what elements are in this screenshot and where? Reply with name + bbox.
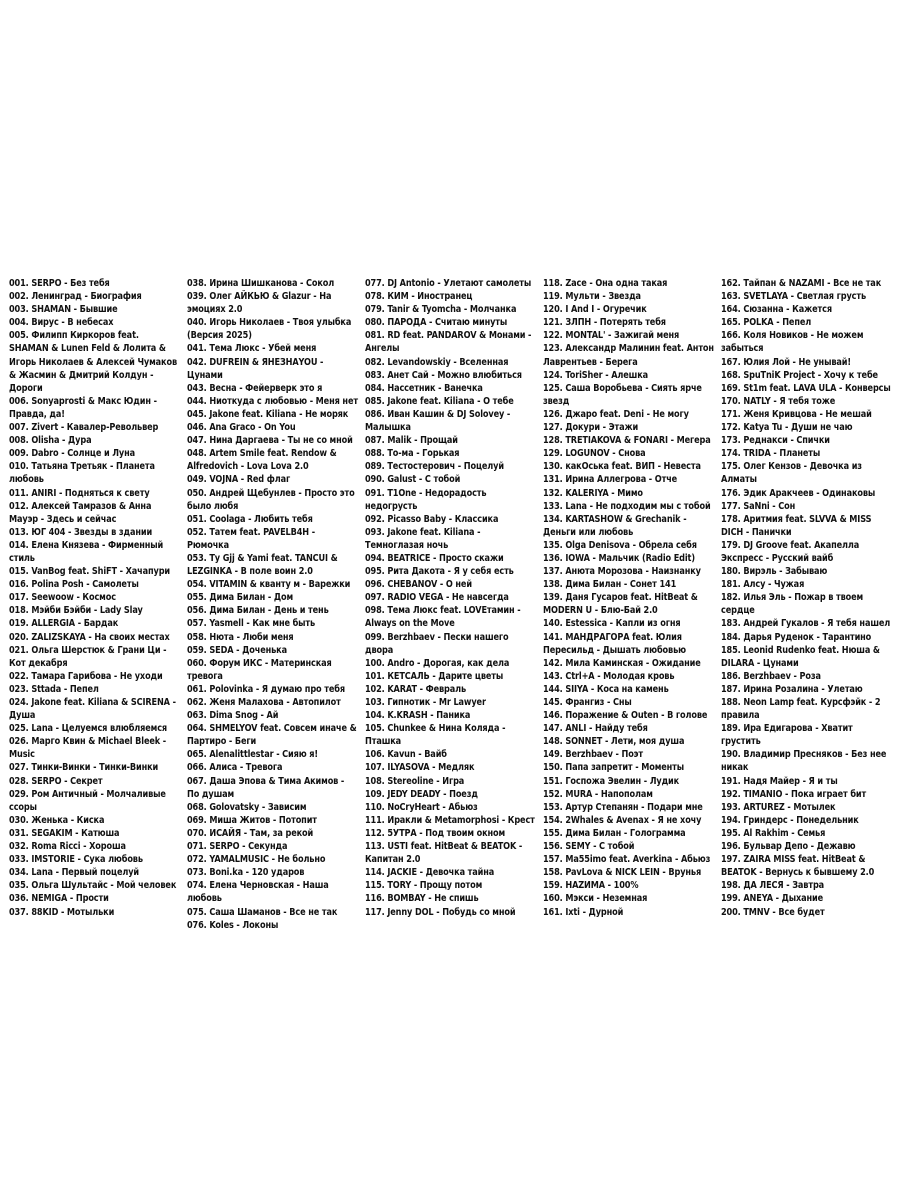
track-entry: 119. Мульти - Звезда xyxy=(543,291,641,303)
track-entry: 064. SHMELYOV feat. Совсем иначе & Партиро - Беги xyxy=(187,723,357,748)
track-entry: 126. Джаро feat. Deni - Не могу xyxy=(543,408,689,420)
track-entry: 189. Ира Едигарова - Хватит грустить xyxy=(721,723,853,748)
track-entry: 038. Ирина Шишканова - Сокол xyxy=(187,278,335,289)
track-entry: 019. ALLERGIA - Бардак xyxy=(9,618,119,630)
track-entry: 101. КЕТСАЛЬ - Дарите цветы xyxy=(365,670,504,682)
track-entry: 172. Katya Tu - Души не чаю xyxy=(721,422,853,434)
track-entry: 004. Вирус - В небесах xyxy=(9,317,114,329)
track-entry: 194. Гриндерс - Понедельник xyxy=(721,814,859,826)
track-entry: 200. TMNV - Все будет xyxy=(721,906,825,918)
track-entry: 112. 5УТРА - Под твоим окном xyxy=(365,827,506,839)
track-entry: 131. Ирина Аллегрова - Отче xyxy=(543,474,678,486)
track-entry: 182. Илья Эль - Пожар в твоем сердце xyxy=(721,592,864,617)
track-entry: 127. Докури - Этажи xyxy=(543,422,639,434)
track-entry: 169. St1m feat. LAVA ULA - Конверсы xyxy=(721,382,891,394)
track-entry: 147. ANLI - Найду тебя xyxy=(543,723,648,735)
track-entry: 166. Коля Новиков - Не можем забыться xyxy=(721,330,864,355)
track-entry: 165. POLKA - Пепел xyxy=(721,317,812,329)
tracklist-column-5 xyxy=(721,277,892,937)
track-entry: 100. Andro - Дорогая, как дела xyxy=(365,657,510,669)
track-entry: 041. Тема Люкс - Убей меня xyxy=(187,343,317,355)
track-entry: 154. 2Whales & Avenax - Я не хочу xyxy=(543,814,702,826)
track-entry: 144. SIIYA - Коса на камень xyxy=(543,683,669,695)
track-entry: 086. Иван Кашин & DJ Solovey - Малышка xyxy=(365,408,511,434)
track-entry: 077. DJ Antonio - Улетают самолеты xyxy=(365,278,532,289)
track-entry: 032. Roma Ricci - Хороша xyxy=(9,841,126,853)
track-entry: 139. Даня Гусаров feat. HitBeat & MODERN U - Блю-Бай 2.0 xyxy=(543,592,698,617)
track-entry: 018. Мэйби Бэйби - Lady Slay xyxy=(9,605,143,617)
tracklist-column-2 xyxy=(187,277,358,937)
track-entry: 075. Саша Шаманов - Все не так xyxy=(187,906,338,918)
track-entry: 143. Ctrl+A - Молодая кровь xyxy=(543,670,675,682)
track-entry: 095. Рита Дакота - Я у себя есть xyxy=(365,566,514,578)
track-entry: 123. Александр Малинин feat. Антон Лаврентьев - Берега xyxy=(543,343,714,368)
track-entry: 140. Estessica - Капли из огня xyxy=(543,618,681,630)
track-entry: 091. T1One - Недорадость недогрусть xyxy=(365,487,487,512)
track-entry: 141. МАНДРАГОРА feat. Юлия Пересильд - Дышать любовью xyxy=(543,631,686,656)
track-entry: 029. Ром Античный - Молчаливые ссоры xyxy=(9,788,166,813)
track-entry: 014. Елена Князева - Фирменный стиль xyxy=(9,539,164,564)
track-entry: 010. Татьяна Третьяк - Планета любовь xyxy=(9,461,155,486)
track-entry: 195. Al Rakhim - Семья xyxy=(721,827,826,839)
track-entry: 082. Levandowskiy - Вселенная xyxy=(365,356,509,368)
track-entry: 129. LOGUNOV - Снова xyxy=(543,448,646,460)
track-entry: 043. Весна - Фейерверк это я xyxy=(187,382,323,394)
track-entry: 196. Бульвар Депо - Дежавю xyxy=(721,841,856,853)
track-entry: 037. 88KID - Мотыльки xyxy=(9,906,115,918)
track-entry: 157. Ma55imo feat. Averkina - Абьюз xyxy=(543,854,711,866)
track-entry: 184. Дарья Руденок - Тарантино xyxy=(721,631,872,643)
track-entry: 053. Ту Gjj & Yami feat. TANCUI & LEZGINKA - В поле воин 2.0 xyxy=(187,552,338,578)
track-entry: 054. VITAMIN & кванту м - Варежки xyxy=(187,579,351,591)
track-entry: 050. Андрей Щебунлев - Просто это было любя xyxy=(187,487,355,512)
track-entry: 063. Dima Snog - Ай xyxy=(187,710,279,722)
track-entry: 048. Artem Smile feat. Rendow & Alfredovich - Lova Lova 2.0 xyxy=(187,448,337,473)
track-entry: 027. Тинки-Винки - Тинки-Винки xyxy=(9,762,159,774)
track-entry: 073. Boni.ka - 120 ударов xyxy=(187,867,305,879)
track-entry: 047. Нина Даргаева - Ты не со мной xyxy=(187,435,353,447)
tracklist xyxy=(9,277,895,937)
track-entry: 028. SERPO - Секрет xyxy=(9,775,103,787)
track-entry: 097. RADIO VEGA - Не навсегда xyxy=(365,592,509,604)
track-entry: 092. Picasso Baby - Классика xyxy=(365,513,499,525)
track-entry: 107. ILYASOVA - Медляк xyxy=(365,762,475,774)
track-entry: 161. Ixti - Дурной xyxy=(543,906,624,918)
track-entry: 171. Женя Кривцова - Не мешай xyxy=(721,408,872,420)
track-entry: 071. SERPO - Секунда xyxy=(187,841,288,853)
track-entry: 108. Stereoline - Игра xyxy=(365,775,465,787)
track-entry: 145. Франгиз - Сны xyxy=(543,697,632,708)
track-entry: 190. Владимир Пресняков - Без нее никак xyxy=(721,749,887,774)
track-entry: 136. IOWA - Мальчик (Radio Edit) xyxy=(543,552,695,564)
tracklist-column-3 xyxy=(365,277,536,937)
track-entry: 162. Тайпан & NAZAMI - Все не так xyxy=(721,278,882,289)
track-entry: 045. Jakone feat. Kiliana - Не моряк xyxy=(187,408,349,420)
track-entry: 081. RD feat. PANDAROV & Монами - Ангелы xyxy=(365,330,532,355)
track-entry: 150. Папа запретит - Моменты xyxy=(543,762,685,774)
track-entry: 031. SEGAKIM - Катюша xyxy=(9,827,120,839)
track-entry: 153. Артур Степанян - Подари мне xyxy=(543,801,703,813)
track-entry: 016. Polina Posh - Самолеты xyxy=(9,579,139,591)
track-entry: 114. JACKIE - Девочка тайна xyxy=(365,867,495,879)
track-entry: 113. USTI feat. HitBeat & BEATOK - Капитан 2.0 xyxy=(365,841,523,866)
track-entry: 102. KARAT - Февраль xyxy=(365,683,467,695)
track-entry: 023. Sttada - Пепел xyxy=(9,683,99,695)
track-entry: 110. NoCryHeart - Абьюз xyxy=(365,801,478,813)
track-entry: 111. Иракли & Metamorphosi - Крест xyxy=(365,814,535,826)
track-entry: 096. CHEBANOV - О ней xyxy=(365,579,472,591)
track-entry: 192. TIMANIO - Пока играет бит xyxy=(721,788,867,800)
track-entry: 057. Yasmell - Как мне быть xyxy=(187,618,316,630)
track-entry: 178. Аритмия feat. SLVVA & MISS DICH - Панички xyxy=(721,513,872,538)
track-entry: 151. Госпожа Эвелин - Лудик xyxy=(543,775,680,787)
track-entry: 187. Ирина Розалина - Улетаю xyxy=(721,683,863,695)
track-entry: 015. VanBog feat. ShiFT - Хачапури xyxy=(9,566,171,578)
track-entry: 198. ДА ЛЕСЯ - Завтра xyxy=(721,880,825,892)
track-entry: 087. Malik - Прощай xyxy=(365,435,458,447)
track-entry: 078. КИМ - Иностранец xyxy=(365,291,473,303)
track-entry: 168. SpuTniK Project - Хочу к тебе xyxy=(721,369,878,381)
track-entry: 160. Мэкси - Неземная xyxy=(543,893,648,905)
track-entry: 156. SEMY - С тобой xyxy=(543,841,635,853)
track-entry: 003. SHAMAN - Бывшие xyxy=(9,304,118,316)
track-entry: 130. какОська feat. ВИП - Невеста xyxy=(543,461,701,473)
track-entry: 099. Berzhbaev - Пески нашего двора xyxy=(365,631,509,656)
track-entry: 185. Leonid Rudenko feat. Нюша & DILARA - Цунами xyxy=(721,644,880,669)
track-entry: 056. Дима Билан - День и тень xyxy=(187,605,329,617)
track-entry: 105. Chunkee & Нина Коляда - Пташка xyxy=(365,723,506,748)
track-entry: 142. Мила Каминская - Ожидание xyxy=(543,657,701,669)
track-entry: 079. Tanir & Tyomcha - Молчанка xyxy=(365,304,517,316)
track-entry: 070. ИСАЙЯ - Там, за рекой xyxy=(187,827,314,839)
track-entry: 069. Миша Житов - Потопит xyxy=(187,814,317,826)
track-entry: 012. Алексей Тамразов & Анна Мауэр - Здесь и сейчас xyxy=(9,500,152,525)
track-entry: 062. Женя Малахова - Автопилот xyxy=(187,697,341,708)
track-entry: 049. VOJNA - Red флаг xyxy=(187,474,291,486)
track-entry: 170. NATLY - Я тебя тоже xyxy=(721,395,836,407)
track-entry: 042. DUFREIN & ЯНЕЗНАYOU - Цунами xyxy=(187,356,324,381)
track-entry: 066. Алиса - Тревога xyxy=(187,762,283,774)
track-entry: 167. Юлия Лой - Не унывай! xyxy=(721,356,851,368)
track-entry: 002. Ленинград - Биография xyxy=(9,291,142,303)
track-entry: 035. Ольга Шультайс - Мой человек xyxy=(9,880,177,892)
track-entry: 103. Гипнотик - Mr Lawyer xyxy=(365,697,486,708)
track-entry: 067. Даша Эпова & Тима Акимов - По душам xyxy=(187,775,345,800)
track-entry: 193. ARTUREZ - Мотылек xyxy=(721,801,836,813)
track-entry: 036. NEMIGA - Прости xyxy=(9,893,109,905)
track-entry: 084. Нассетник - Ванечка xyxy=(365,382,483,394)
track-entry: 006. Sonyaprosti & Макс Юдин - Правда, да! xyxy=(9,395,157,420)
track-entry: 011. ANIRI - Подняться к свету xyxy=(9,487,150,499)
track-entry: 089. Тестостерович - Поцелуй xyxy=(365,461,504,473)
track-entry: 159. НАZИМА - 100% xyxy=(543,880,639,892)
track-entry: 072. YAMALMUSIC - Не больно xyxy=(187,854,326,866)
track-entry: 122. MONTAL' - Зажигай меня xyxy=(543,330,680,342)
track-entry: 065. Alenalittlestar - Сияю я! xyxy=(187,749,319,761)
track-entry: 181. Алсу - Чужая xyxy=(721,579,805,591)
track-entry: 076. Koles - Локоны xyxy=(187,919,279,931)
track-entry: 106. Kavun - Вайб xyxy=(365,749,447,761)
track-entry: 022. Тамара Гарибова - Не уходи xyxy=(9,670,163,682)
track-entry: 074. Елена Черновская - Наша любовь xyxy=(187,880,329,905)
track-entry: 009. Dabro - Солнце и Луна xyxy=(9,448,136,460)
track-entry: 021. Ольга Шерстюк & Грани Ци - Кот декабря xyxy=(9,644,167,669)
track-entry: 155. Дима Билан - Голограмма xyxy=(543,827,686,839)
track-entry: 191. Надя Майер - Я и ты xyxy=(721,775,838,787)
track-entry: 024. Jakone feat. Kiliana & SCIRENA - Душа xyxy=(9,697,176,722)
track-entry: 059. SEDA - Доченька xyxy=(187,644,287,656)
track-entry: 133. Lana - Не подходим мы с тобой xyxy=(543,500,711,512)
track-entry: 020. ZALIZSKAYA - На своих местах xyxy=(9,631,170,643)
track-entry: 025. Lana - Целуемся влюбляемся xyxy=(9,723,168,735)
track-entry: 128. TRETIAKOVA & FONARI - Мегера xyxy=(543,435,711,447)
track-entry: 134. KARTASHOW & Grechanik - Деньги или любовь xyxy=(543,513,687,538)
track-entry: 137. Анюта Морозова - Наизнанку xyxy=(543,566,701,578)
track-entry: 104. K.KRASH - Паника xyxy=(365,710,471,722)
track-entry: 058. Нюта - Люби меня xyxy=(187,631,294,643)
track-entry: 179. DJ Groove feat. Акапелла Экспресс - Русский вайб xyxy=(721,539,860,564)
track-entry: 109. JEDY DEADY - Поезд xyxy=(365,788,478,800)
track-entry: 125. Саша Воробьева - Сиять ярче звезд xyxy=(543,382,702,407)
track-entry: 173. Реднакси - Спички xyxy=(721,435,830,447)
track-entry: 135. Olga Denisova - Обрела себя xyxy=(543,539,697,551)
track-entry: 163. SVETLAYA - Светлая грусть xyxy=(721,291,867,303)
track-entry: 175. Олег Кензов - Девочка из Алматы xyxy=(721,461,862,486)
track-entry: 026. Марго Квин & Michael Bleek - Music xyxy=(9,736,167,761)
track-entry: 164. Сюзанна - Кажется xyxy=(721,304,832,316)
track-entry: 001. SERPO - Без тебя xyxy=(9,278,110,289)
track-entry: 149. Berzhbaev - Поэт xyxy=(543,749,644,761)
track-entry: 174. TRIDA - Планеты xyxy=(721,448,821,460)
track-entry: 176. Эдик Аракчеев - Одинаковы xyxy=(721,487,876,499)
track-entry: 030. Женька - Киска xyxy=(9,814,105,826)
track-entry: 116. BOMBAY - Не спишь xyxy=(365,893,479,905)
track-entry: 120. I And I - Огуречик xyxy=(543,304,647,316)
track-entry: 040. Игорь Николаев - Твоя улыбка (Версия 2025) xyxy=(187,317,352,342)
track-entry: 158. PavLova & NICK LEIN - Врунья xyxy=(543,867,702,879)
track-entry: 124. ToriSher - Алешка xyxy=(543,369,649,381)
track-entry: 034. Lana - Первый поцелуй xyxy=(9,867,140,879)
track-entry: 007. Zivert - Кавалер-Револьвер xyxy=(9,422,159,434)
track-entry: 005. Филипп Киркоров feat. SHAMAN & Lunen Feld & Лолита & Игорь Николаев & Алексей Чумаков & Жасмин & Дмитрий Колдун - Дороги xyxy=(9,330,177,394)
track-entry: 039. Олег АЙКЬЮ & Glazur - На эмоциях 2.0 xyxy=(187,291,332,316)
track-entry: 183. Андрей Гукалов - Я тебя нашел xyxy=(721,618,891,630)
track-entry: 188. Neon Lamp feat. Курсфэйк - 2 правила xyxy=(721,697,881,722)
track-entry: 046. Ana Graco - On You xyxy=(187,422,296,434)
track-entry: 017. Seewoow - Космос xyxy=(9,592,116,604)
track-entry: 044. Ниоткуда с любовью - Меня нет xyxy=(187,395,358,407)
track-entry: 118. Zace - Она одна такая xyxy=(543,278,668,289)
track-entry: 117. Jenny DOL - Побудь со мной xyxy=(365,906,516,918)
track-entry: 093. Jakone feat. Kiliana - Темноглазая ночь xyxy=(365,526,481,551)
track-entry: 085. Jakone feat. Kiliana - О тебе xyxy=(365,395,514,407)
track-entry: 013. ЮГ 404 - Звезды в здании xyxy=(9,526,153,538)
track-entry: 121. ЗЛПН - Потерять тебя xyxy=(543,317,666,329)
track-entry: 098. Тема Люкс feat. LOVEтамин - Always on the Move xyxy=(365,605,521,630)
track-entry: 152. MURA - Напополам xyxy=(543,788,653,800)
track-entry: 052. Татем feat. PAVELB4H - Рюмочка xyxy=(187,526,315,551)
track-entry: 199. ANEYA - Дыхание xyxy=(721,893,824,905)
track-entry: 090. Galust - С тобой xyxy=(365,474,461,486)
track-entry: 180. Вирэль - Забываю xyxy=(721,566,828,578)
track-entry: 186. Berzhbaev - Роза xyxy=(721,670,821,682)
track-entry: 197. ZAIRA MISS feat. HitBeat & BEATOK - Вернусь к бывшему 2.0 xyxy=(721,854,875,879)
track-entry: 061. Polovinka - Я думаю про тебя xyxy=(187,683,345,695)
track-entry: 148. SONNET - Лети, моя душа xyxy=(543,736,685,748)
track-entry: 094. BEATRICE - Просто скажи xyxy=(365,552,504,564)
track-entry: 088. То-ма - Горькая xyxy=(365,448,460,460)
track-entry: 080. ПАРОДА - Считаю минуты xyxy=(365,317,508,329)
track-entry: 115. TORY - Прощу потом xyxy=(365,880,483,892)
tracklist-column-4 xyxy=(543,277,714,937)
track-entry: 055. Дима Билан - Дом xyxy=(187,592,294,604)
track-entry: 068. Golovatsky - Зависим xyxy=(187,801,307,813)
track-entry: 177. SaNni - Сон xyxy=(721,500,796,512)
track-entry: 051. Coolaga - Любить тебя xyxy=(187,513,313,525)
track-entry: 033. IMSTORIE - Сука любовь xyxy=(9,854,143,866)
track-entry: 132. KALERIYA - Мимо xyxy=(543,487,643,499)
track-entry: 146. Поражение & Outen - В голове xyxy=(543,710,708,722)
tracklist-column-1 xyxy=(9,277,180,937)
track-entry: 083. Анет Сай - Можно влюбиться xyxy=(365,369,522,381)
track-entry: 138. Дима Билан - Сонет 141 xyxy=(543,579,677,591)
track-entry: 060. Форум ИКС - Материнская тревога xyxy=(187,657,332,682)
track-entry: 008. Olisha - Дура xyxy=(9,435,92,447)
